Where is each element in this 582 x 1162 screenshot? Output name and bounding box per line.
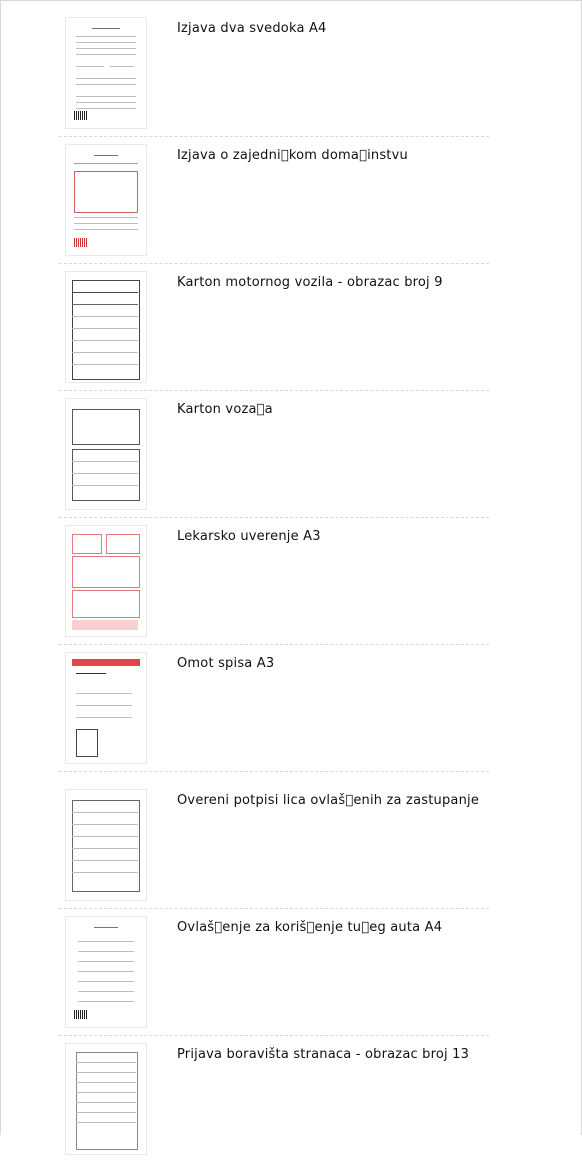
- document-title[interactable]: Prijava boravišta stranaca - obrazac broj 13: [177, 1047, 470, 1062]
- list-item[interactable]: [59, 644, 489, 772]
- list-item[interactable]: [59, 781, 489, 909]
- document-title[interactable]: Omot spisa A3: [177, 656, 275, 671]
- document-title[interactable]: Lekarsko uverenje A3: [177, 529, 321, 544]
- list-item[interactable]: [59, 263, 489, 391]
- document-thumbnail[interactable]: [65, 916, 147, 1028]
- list-item[interactable]: [59, 908, 489, 1036]
- document-title[interactable]: Karton motornog vozila - obrazac broj 9: [177, 275, 443, 290]
- document-thumbnail[interactable]: [65, 789, 147, 901]
- document-thumbnail[interactable]: [65, 652, 147, 764]
- document-thumbnail[interactable]: [65, 144, 147, 256]
- list-item[interactable]: [59, 9, 489, 137]
- list-item[interactable]: [59, 517, 489, 645]
- list-item[interactable]: [59, 390, 489, 518]
- list-item[interactable]: [59, 136, 489, 264]
- document-thumbnail[interactable]: [65, 1043, 147, 1155]
- document-title[interactable]: Overeni potpisi lica ovlaš enih za zastupanje: [177, 793, 480, 808]
- document-title[interactable]: Ovlaš enje za koriš enje tu eg auta A4: [177, 920, 443, 935]
- document-title[interactable]: Izjava o zajedni kom doma instvu: [177, 148, 408, 163]
- list-item[interactable]: [59, 1035, 489, 1162]
- document-thumbnail[interactable]: [65, 398, 147, 510]
- document-thumbnail[interactable]: [65, 271, 147, 383]
- document-thumbnail[interactable]: [65, 525, 147, 637]
- document-title[interactable]: Karton voza a: [177, 402, 273, 417]
- document-thumbnail[interactable]: [65, 17, 147, 129]
- document-title[interactable]: Izjava dva svedoka A4: [177, 21, 327, 36]
